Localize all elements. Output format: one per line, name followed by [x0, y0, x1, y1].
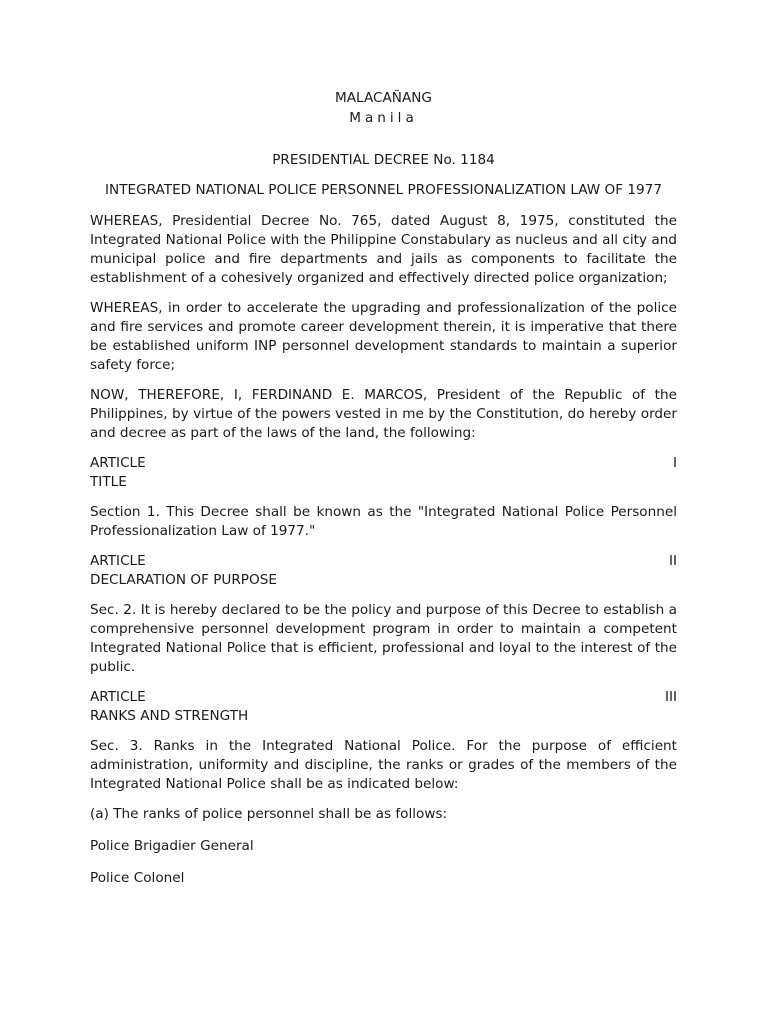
- article-label: ARTICLE: [90, 689, 146, 705]
- article-header-1: [90, 454, 677, 492]
- document-title: INTEGRATED NATIONAL POLICE PERSONNEL PROFESSIONALIZATION LAW OF 1977: [105, 182, 662, 198]
- preamble-paragraph-3: NOW, THEREFORE, I, FERDINAND E. MARCOS, President of the Republic of the Philippines, by virtue of the powers vested in me by the Constitution, do hereby order and decree as part of the laws of the land, the following:: [90, 387, 677, 441]
- article-label: ARTICLE: [90, 455, 146, 471]
- section-2-paragraph: Sec. 2. It is hereby declared to be the policy and purpose of this Decree to establish a comprehensive personnel development program in order to maintain a competent Integrated National Police that is efficient, professional and loyal to the interest of the public.: [90, 602, 677, 675]
- article-line: [90, 688, 677, 707]
- preamble-paragraph-1: WHEREAS, Presidential Decree No. 765, dated August 8, 1975, constituted the Integrated National Police with the Philippine Constabulary as nucleus and all city and municipal police and fire departments and jails as components to facilitate the establishment of a cohesively organized and effectively directed police organization;: [90, 213, 677, 286]
- preamble-paragraph-2: WHEREAS, in order to accelerate the upgrading and professionalization of the police and fire services and promote career development therein, it is imperative that there be established uniform INP personnel development standards to maintain a superior safety force;: [90, 300, 677, 373]
- ranks-intro: (a) The ranks of police personnel shall be as follows:: [90, 806, 448, 822]
- section-3-paragraph: Sec. 3. Ranks in the Integrated National Police. For the purpose of efficient administration, uniformity and discipline, the ranks or grades of the members of the Integrated National Police shall be as indicated below:: [90, 738, 677, 792]
- article-label: ARTICLE: [90, 553, 146, 569]
- article-heading: RANKS AND STRENGTH: [90, 708, 249, 724]
- document-page: [90, 88, 677, 888]
- article-header-3: [90, 688, 677, 726]
- article-number: I: [672, 455, 677, 471]
- article-heading: DECLARATION OF PURPOSE: [90, 572, 277, 588]
- article-number: II: [668, 553, 677, 569]
- city-heading: Manila: [349, 110, 418, 126]
- article-line: [90, 552, 677, 571]
- article-heading: TITLE: [90, 474, 127, 490]
- rank-item: Police Colonel: [90, 870, 185, 886]
- article-line: [90, 454, 677, 473]
- rank-item: Police Brigadier General: [90, 838, 254, 854]
- article-number: III: [664, 689, 677, 705]
- decree-number: PRESIDENTIAL DECREE No. 1184: [272, 152, 495, 168]
- section-1-paragraph: Section 1. This Decree shall be known as the "Integrated National Police Personnel Professionalization Law of 1977.": [90, 504, 677, 539]
- office-heading: MALACAÑANG: [335, 90, 432, 106]
- article-header-2: [90, 552, 677, 590]
